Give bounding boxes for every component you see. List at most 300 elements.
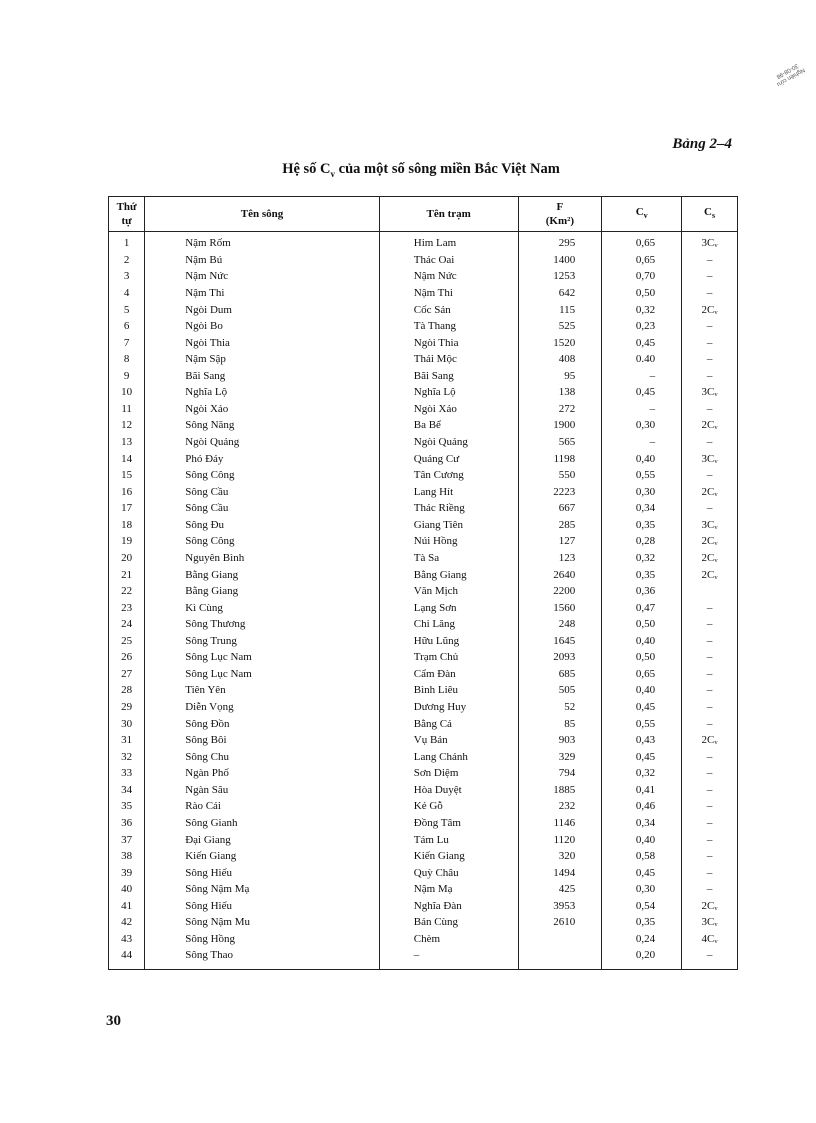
header-cv bbox=[602, 197, 682, 232]
table-title bbox=[0, 161, 816, 179]
table-row bbox=[109, 864, 738, 881]
cell-cs: – bbox=[682, 947, 738, 970]
cell-river-name: Ngòi Thia bbox=[145, 334, 380, 351]
cell-river-name: Sông Hồng bbox=[145, 931, 380, 948]
cell-river-name: Ngòi Dum bbox=[145, 301, 380, 318]
table-row bbox=[109, 699, 738, 716]
cell-station-name: Bãi Sang bbox=[379, 368, 518, 385]
table-row bbox=[109, 947, 738, 970]
cell-area: 3953 bbox=[518, 898, 602, 915]
cell-station-name: Bằng Cả bbox=[379, 715, 518, 732]
cell-river-name: Kì Cùng bbox=[145, 599, 380, 616]
table-row bbox=[109, 666, 738, 683]
header-area bbox=[518, 197, 602, 232]
cell-stt: 16 bbox=[109, 483, 145, 500]
cell-station-name: Hữu Lũng bbox=[379, 633, 518, 650]
cell-stt: 22 bbox=[109, 583, 145, 600]
cell-station-name: Núi Hồng bbox=[379, 533, 518, 550]
cell-cs: – bbox=[682, 467, 738, 484]
title-suffix: của một số sông miền Bắc Việt Nam bbox=[335, 161, 560, 177]
cell-cs: – bbox=[682, 434, 738, 451]
cell-area: 1560 bbox=[518, 599, 602, 616]
cell-stt: 27 bbox=[109, 666, 145, 683]
cell-cv: 0,45 bbox=[602, 384, 682, 401]
cell-area: 1900 bbox=[518, 417, 602, 434]
cell-area: 138 bbox=[518, 384, 602, 401]
cell-stt: 39 bbox=[109, 864, 145, 881]
cell-river-name: Sông Gianh bbox=[145, 815, 380, 832]
cell-station-name: Bình Liêu bbox=[379, 682, 518, 699]
cell-cv: 0,40 bbox=[602, 831, 682, 848]
header-stt-line2: tự bbox=[121, 215, 132, 227]
cell-cs: – bbox=[682, 765, 738, 782]
cell-river-name: Bãi Sang bbox=[145, 368, 380, 385]
cell-area: 295 bbox=[518, 232, 602, 252]
cell-area: 85 bbox=[518, 715, 602, 732]
cell-station-name: – bbox=[379, 947, 518, 970]
cell-river-name: Sông Đồn bbox=[145, 715, 380, 732]
cell-cv: – bbox=[602, 368, 682, 385]
cell-stt: 32 bbox=[109, 748, 145, 765]
cell-cv: – bbox=[602, 401, 682, 418]
table-row bbox=[109, 285, 738, 302]
cell-stt: 1 bbox=[109, 232, 145, 252]
cell-river-name: Ngòi Bo bbox=[145, 318, 380, 335]
cell-cs: – bbox=[682, 682, 738, 699]
cell-cs: – bbox=[682, 318, 738, 335]
cell-stt: 31 bbox=[109, 732, 145, 749]
table-row bbox=[109, 798, 738, 815]
cell-station-name: Ngòi Quảng bbox=[379, 434, 518, 451]
table-row bbox=[109, 782, 738, 799]
cell-river-name: Nguyên Bình bbox=[145, 550, 380, 567]
cell-cv: 0,30 bbox=[602, 483, 682, 500]
table-label: Bảng 2–4 bbox=[672, 136, 732, 152]
cell-stt: 20 bbox=[109, 550, 145, 567]
cell-river-name: Sông Thương bbox=[145, 616, 380, 633]
cell-area: 248 bbox=[518, 616, 602, 633]
cell-station-name: Nậm Mạ bbox=[379, 881, 518, 898]
cell-stt: 10 bbox=[109, 384, 145, 401]
cell-area: 425 bbox=[518, 881, 602, 898]
cell-river-name: Bằng Giang bbox=[145, 566, 380, 583]
cell-cv: 0,20 bbox=[602, 947, 682, 970]
cell-stt: 38 bbox=[109, 848, 145, 865]
cell-station-name: Him Lam bbox=[379, 232, 518, 252]
cell-stt: 8 bbox=[109, 351, 145, 368]
cell-area: 1253 bbox=[518, 268, 602, 285]
cell-area: 2200 bbox=[518, 583, 602, 600]
header-stt-line1: Thứ bbox=[116, 201, 137, 213]
cell-stt: 6 bbox=[109, 318, 145, 335]
cell-station-name: Hòa Duyệt bbox=[379, 782, 518, 799]
cell-stt: 43 bbox=[109, 931, 145, 948]
cell-river-name: Nậm Nức bbox=[145, 268, 380, 285]
table-row bbox=[109, 599, 738, 616]
table-row bbox=[109, 500, 738, 517]
header-station: Tên trạm bbox=[379, 197, 518, 232]
table-row bbox=[109, 848, 738, 865]
cell-stt: 30 bbox=[109, 715, 145, 732]
cell-cv: 0,55 bbox=[602, 467, 682, 484]
cell-station-name: Văn Mịch bbox=[379, 583, 518, 600]
cell-station-name: Thái Mộc bbox=[379, 351, 518, 368]
cell-cs: 2Cᵥ bbox=[682, 732, 738, 749]
table-row bbox=[109, 914, 738, 931]
cell-cv: 0,50 bbox=[602, 616, 682, 633]
cell-cs: – bbox=[682, 666, 738, 683]
cell-river-name: Nghĩa Lộ bbox=[145, 384, 380, 401]
cell-cs: – bbox=[682, 351, 738, 368]
cell-cs: – bbox=[682, 848, 738, 865]
cell-area: 1520 bbox=[518, 334, 602, 351]
cell-cs: – bbox=[682, 699, 738, 716]
cell-area: 329 bbox=[518, 748, 602, 765]
header-cv-main: C bbox=[635, 205, 644, 218]
cell-river-name: Ngòi Quảng bbox=[145, 434, 380, 451]
cell-cv: 0,65 bbox=[602, 666, 682, 683]
library-stamp: Nghiên cứu 30-08-98 bbox=[775, 62, 806, 88]
cell-station-name: Vụ Bản bbox=[379, 732, 518, 749]
header-area-line2: (Km²) bbox=[545, 215, 575, 227]
cell-cs bbox=[682, 583, 738, 600]
cell-cv: 0,65 bbox=[602, 232, 682, 252]
cell-stt: 18 bbox=[109, 517, 145, 534]
cell-cv: 0.40 bbox=[602, 351, 682, 368]
cell-river-name: Nậm Bú bbox=[145, 252, 380, 269]
cell-stt: 15 bbox=[109, 467, 145, 484]
cell-river-name: Sông Nậm Mu bbox=[145, 914, 380, 931]
table-body bbox=[109, 232, 738, 970]
cell-cs: 2Cᵥ bbox=[682, 533, 738, 550]
table-row bbox=[109, 748, 738, 765]
cell-cs: – bbox=[682, 715, 738, 732]
cell-station-name: Quỳ Châu bbox=[379, 864, 518, 881]
cell-station-name: Thác Riềng bbox=[379, 500, 518, 517]
cell-cs: 2Cᵥ bbox=[682, 566, 738, 583]
cell-cv: 0,24 bbox=[602, 931, 682, 948]
cell-station-name: Sơn Diệm bbox=[379, 765, 518, 782]
cell-cv: 0,32 bbox=[602, 765, 682, 782]
cell-area: 667 bbox=[518, 500, 602, 517]
cell-stt: 26 bbox=[109, 649, 145, 666]
table-row bbox=[109, 384, 738, 401]
table-row bbox=[109, 401, 738, 418]
header-cs-main: C bbox=[704, 205, 712, 218]
cell-stt: 41 bbox=[109, 898, 145, 915]
cell-cs: – bbox=[682, 748, 738, 765]
cell-stt: 36 bbox=[109, 815, 145, 832]
cell-area: 272 bbox=[518, 401, 602, 418]
cell-cv: 0,45 bbox=[602, 334, 682, 351]
cell-station-name: Đồng Tâm bbox=[379, 815, 518, 832]
cell-cv: 0,41 bbox=[602, 782, 682, 799]
cell-area: 1146 bbox=[518, 815, 602, 832]
cell-river-name: Sông Lục Nam bbox=[145, 666, 380, 683]
cell-cs: – bbox=[682, 649, 738, 666]
cell-area: 1400 bbox=[518, 252, 602, 269]
cell-area: 565 bbox=[518, 434, 602, 451]
cell-stt: 21 bbox=[109, 566, 145, 583]
cell-station-name: Ngòi Thia bbox=[379, 334, 518, 351]
cell-area: 285 bbox=[518, 517, 602, 534]
cell-station-name: Tân Cương bbox=[379, 467, 518, 484]
cell-area: 408 bbox=[518, 351, 602, 368]
table-row bbox=[109, 765, 738, 782]
cell-cs: 2Cᵥ bbox=[682, 550, 738, 567]
cell-station-name: Giang Tiên bbox=[379, 517, 518, 534]
cell-river-name: Sông Công bbox=[145, 533, 380, 550]
cell-cs: 3Cᵥ bbox=[682, 450, 738, 467]
cell-river-name: Sông Lục Nam bbox=[145, 649, 380, 666]
table-row bbox=[109, 649, 738, 666]
cell-stt: 25 bbox=[109, 633, 145, 650]
cell-area: 123 bbox=[518, 550, 602, 567]
cell-river-name: Tiên Yên bbox=[145, 682, 380, 699]
cell-stt: 2 bbox=[109, 252, 145, 269]
table-row bbox=[109, 368, 738, 385]
table-row bbox=[109, 417, 738, 434]
cell-stt: 34 bbox=[109, 782, 145, 799]
cell-area: 794 bbox=[518, 765, 602, 782]
cell-station-name: Cốc Sản bbox=[379, 301, 518, 318]
cell-area: 2610 bbox=[518, 914, 602, 931]
table-row bbox=[109, 566, 738, 583]
cell-cs: – bbox=[682, 881, 738, 898]
cell-stt: 9 bbox=[109, 368, 145, 385]
cell-cs: – bbox=[682, 268, 738, 285]
cell-area: 550 bbox=[518, 467, 602, 484]
table-row bbox=[109, 268, 738, 285]
cell-station-name: Kiến Giang bbox=[379, 848, 518, 865]
cell-cv: 0,58 bbox=[602, 848, 682, 865]
cell-cs: – bbox=[682, 500, 738, 517]
cell-station-name: Nghĩa Đàn bbox=[379, 898, 518, 915]
cell-area: 903 bbox=[518, 732, 602, 749]
table-row bbox=[109, 881, 738, 898]
table-row bbox=[109, 351, 738, 368]
cell-cv: 0,55 bbox=[602, 715, 682, 732]
table-row bbox=[109, 517, 738, 534]
cell-station-name: Lang Hít bbox=[379, 483, 518, 500]
cell-river-name: Rào Cái bbox=[145, 798, 380, 815]
cell-cs: – bbox=[682, 285, 738, 302]
cell-area bbox=[518, 947, 602, 970]
cell-station-name: Dương Huy bbox=[379, 699, 518, 716]
cell-river-name: Sông Thao bbox=[145, 947, 380, 970]
cell-cs: 3Cᵥ bbox=[682, 914, 738, 931]
table-row bbox=[109, 318, 738, 335]
cell-area: 525 bbox=[518, 318, 602, 335]
cell-station-name: Nậm Thi bbox=[379, 285, 518, 302]
cell-cv: 0,45 bbox=[602, 864, 682, 881]
cell-river-name: Sông Bôi bbox=[145, 732, 380, 749]
cell-cv: 0,47 bbox=[602, 599, 682, 616]
cell-cv: 0,45 bbox=[602, 748, 682, 765]
cell-stt: 14 bbox=[109, 450, 145, 467]
table-header-row bbox=[109, 197, 738, 232]
table-row bbox=[109, 616, 738, 633]
cell-cv: 0,45 bbox=[602, 699, 682, 716]
cell-cs: 3Cᵥ bbox=[682, 232, 738, 252]
table-row bbox=[109, 467, 738, 484]
cell-stt: 24 bbox=[109, 616, 145, 633]
cell-station-name: Nậm Nức bbox=[379, 268, 518, 285]
cell-area: 52 bbox=[518, 699, 602, 716]
cell-cv: 0,40 bbox=[602, 450, 682, 467]
table-row bbox=[109, 715, 738, 732]
cell-river-name: Sông Hiếu bbox=[145, 864, 380, 881]
table-row bbox=[109, 334, 738, 351]
table-row bbox=[109, 931, 738, 948]
table-row bbox=[109, 815, 738, 832]
cell-river-name: Ngòi Xảo bbox=[145, 401, 380, 418]
cell-station-name: Ba Bể bbox=[379, 417, 518, 434]
cell-station-name: Trạm Chủ bbox=[379, 649, 518, 666]
page-number: 30 bbox=[106, 1013, 121, 1029]
cell-stt: 4 bbox=[109, 285, 145, 302]
cell-river-name: Sông Trung bbox=[145, 633, 380, 650]
cell-cs: – bbox=[682, 334, 738, 351]
table-row bbox=[109, 550, 738, 567]
cell-cv: 0,23 bbox=[602, 318, 682, 335]
cell-area: 1885 bbox=[518, 782, 602, 799]
cell-station-name: Kẻ Gỗ bbox=[379, 798, 518, 815]
cell-stt: 13 bbox=[109, 434, 145, 451]
cell-station-name: Nghĩa Lộ bbox=[379, 384, 518, 401]
cell-stt: 3 bbox=[109, 268, 145, 285]
cell-cs: 2Cᵥ bbox=[682, 898, 738, 915]
cell-cv: 0,34 bbox=[602, 815, 682, 832]
cell-river-name: Sông Nậm Mạ bbox=[145, 881, 380, 898]
cell-river-name: Ngàn Phố bbox=[145, 765, 380, 782]
cell-river-name: Diễn Vọng bbox=[145, 699, 380, 716]
cell-area: 115 bbox=[518, 301, 602, 318]
cell-cs: – bbox=[682, 831, 738, 848]
cell-station-name: Lạng Sơn bbox=[379, 599, 518, 616]
cell-river-name: Sông Đu bbox=[145, 517, 380, 534]
cell-stt: 19 bbox=[109, 533, 145, 550]
cell-station-name: Cẩm Đàn bbox=[379, 666, 518, 683]
river-cv-table bbox=[108, 196, 738, 970]
cell-cv: 0,28 bbox=[602, 533, 682, 550]
cell-cv: 0,32 bbox=[602, 550, 682, 567]
table-row bbox=[109, 583, 738, 600]
cell-station-name: Bản Cùng bbox=[379, 914, 518, 931]
cell-area: 685 bbox=[518, 666, 602, 683]
cell-station-name: Ngòi Xảo bbox=[379, 401, 518, 418]
cell-cs: – bbox=[682, 616, 738, 633]
cell-cs: – bbox=[682, 368, 738, 385]
cell-cv: 0,35 bbox=[602, 914, 682, 931]
table-row bbox=[109, 450, 738, 467]
cell-river-name: Sông Công bbox=[145, 467, 380, 484]
cell-cv: 0,46 bbox=[602, 798, 682, 815]
cell-cs: – bbox=[682, 864, 738, 881]
cell-river-name: Sông Cầu bbox=[145, 500, 380, 517]
cell-area: 2223 bbox=[518, 483, 602, 500]
cell-area: 95 bbox=[518, 368, 602, 385]
cell-river-name: Sông Năng bbox=[145, 417, 380, 434]
cell-cs: – bbox=[682, 633, 738, 650]
cell-stt: 37 bbox=[109, 831, 145, 848]
cell-stt: 40 bbox=[109, 881, 145, 898]
table-row bbox=[109, 682, 738, 699]
cell-stt: 42 bbox=[109, 914, 145, 931]
cell-cs: – bbox=[682, 401, 738, 418]
cell-cv: 0,34 bbox=[602, 500, 682, 517]
cell-cv: 0,36 bbox=[602, 583, 682, 600]
cell-cv: 0,43 bbox=[602, 732, 682, 749]
cell-cs: 2Cᵥ bbox=[682, 301, 738, 318]
cell-cv: – bbox=[602, 434, 682, 451]
cell-stt: 33 bbox=[109, 765, 145, 782]
cell-stt: 12 bbox=[109, 417, 145, 434]
header-cs bbox=[682, 197, 738, 232]
cell-station-name: Tà Thang bbox=[379, 318, 518, 335]
cell-cv: 0,65 bbox=[602, 252, 682, 269]
cell-area: 2640 bbox=[518, 566, 602, 583]
table-row bbox=[109, 301, 738, 318]
cell-river-name: Đại Giang bbox=[145, 831, 380, 848]
table-row bbox=[109, 831, 738, 848]
cell-area: 232 bbox=[518, 798, 602, 815]
title-subscript: v bbox=[330, 168, 336, 179]
cell-river-name: Nậm Thi bbox=[145, 285, 380, 302]
cell-cv: 0,50 bbox=[602, 285, 682, 302]
cell-cs: – bbox=[682, 599, 738, 616]
cell-river-name: Nậm Sập bbox=[145, 351, 380, 368]
cell-station-name: Quảng Cư bbox=[379, 450, 518, 467]
cell-area: 1645 bbox=[518, 633, 602, 650]
cell-cs: – bbox=[682, 815, 738, 832]
table-row bbox=[109, 252, 738, 269]
cell-station-name: Chi Lăng bbox=[379, 616, 518, 633]
cell-river-name: Nậm Rốm bbox=[145, 232, 380, 252]
cell-station-name: Tám Lu bbox=[379, 831, 518, 848]
cell-cs: – bbox=[682, 798, 738, 815]
cell-cv: 0,32 bbox=[602, 301, 682, 318]
cell-station-name: Tà Sa bbox=[379, 550, 518, 567]
cell-area: 642 bbox=[518, 285, 602, 302]
cell-stt: 11 bbox=[109, 401, 145, 418]
table-row bbox=[109, 232, 738, 252]
cell-stt: 5 bbox=[109, 301, 145, 318]
cell-cs: 3Cᵥ bbox=[682, 384, 738, 401]
header-cv-sub: v bbox=[643, 211, 648, 221]
cell-cv: 0,35 bbox=[602, 517, 682, 534]
cell-area: 505 bbox=[518, 682, 602, 699]
header-river: Tên sông bbox=[145, 197, 380, 232]
header-stt bbox=[109, 197, 145, 232]
table-row bbox=[109, 434, 738, 451]
cell-stt: 29 bbox=[109, 699, 145, 716]
header-cs-sub: s bbox=[712, 211, 716, 221]
table-row bbox=[109, 483, 738, 500]
cell-area: 127 bbox=[518, 533, 602, 550]
cell-cv: 0,30 bbox=[602, 417, 682, 434]
cell-river-name: Phó Đáy bbox=[145, 450, 380, 467]
table-row bbox=[109, 533, 738, 550]
title-prefix: Hệ số C bbox=[282, 161, 331, 177]
cell-area bbox=[518, 931, 602, 948]
cell-cs: 3Cᵥ bbox=[682, 517, 738, 534]
cell-stt: 17 bbox=[109, 500, 145, 517]
cell-area: 320 bbox=[518, 848, 602, 865]
cell-area: 1120 bbox=[518, 831, 602, 848]
cell-cv: 0,35 bbox=[602, 566, 682, 583]
cell-cv: 0,40 bbox=[602, 633, 682, 650]
